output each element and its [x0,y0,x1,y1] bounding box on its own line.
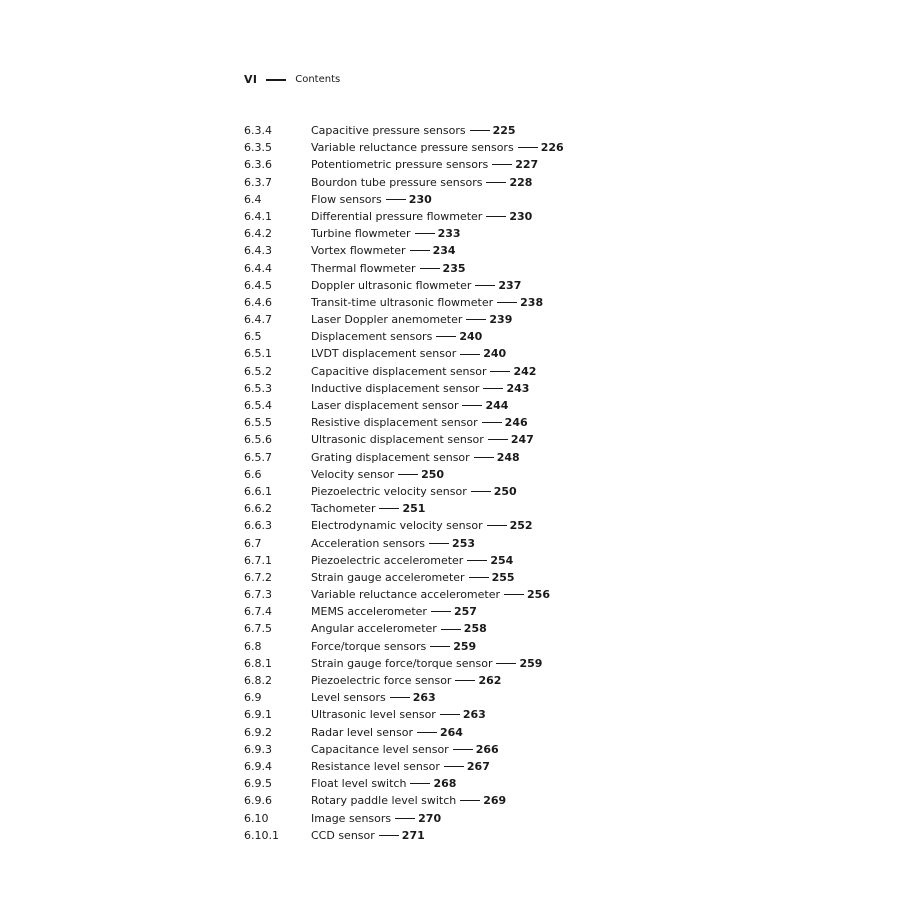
toc-entry-number: 6.4.3 [244,244,272,258]
toc-entry-dash [475,285,495,286]
toc-entry [244,225,804,242]
toc-entry [244,672,804,689]
toc-entry-number: 6.7.5 [244,622,272,636]
toc-entry-page: 240 [483,347,507,361]
toc-entry-number: 6.5.2 [244,364,272,378]
toc-entry-page: 225 [492,124,516,137]
toc-entry [244,328,804,345]
toc-entry-title: Vortex flowmeter [311,244,406,258]
toc-entry [244,552,804,569]
toc-entry [244,122,804,139]
toc-entry [244,810,804,827]
toc-entry-page: 234 [432,244,456,258]
toc-entry-dash [398,474,418,475]
running-head-section: Contents [295,74,341,85]
toc-entry-page: 266 [475,742,499,756]
toc-entry [244,706,804,723]
toc-entry-number: 6.5.7 [244,450,272,464]
toc-entry-title: LVDT displacement sensor [311,347,457,361]
toc-entry [244,741,804,758]
toc-entry-number: 6.8 [244,639,262,653]
toc-entry-dash [441,629,461,630]
toc-entry-page: 250 [421,467,445,481]
toc-entry-dash [497,302,517,303]
toc-entry-title: Capacitive displacement sensor [311,364,487,378]
toc-entry-title: Variable reluctance pressure sensors [311,141,514,155]
toc-entry-title: Grating displacement sensor [311,450,470,464]
toc-entry-title: Image sensors [311,811,392,825]
toc-entry-page: 247 [510,433,534,447]
toc-entry-number: 6.3.5 [244,141,272,155]
toc-entry-title: Piezoelectric force sensor [311,674,452,687]
toc-entry-number: 6.3.7 [244,175,272,189]
toc-entry-number: 6.7.3 [244,588,272,602]
toc-entry [244,414,804,431]
toc-entry-number: 6.7.4 [244,605,272,619]
toc-entry [244,724,804,741]
toc-entry-title: CCD sensor [311,828,375,842]
toc-entry-page: 228 [509,175,533,189]
toc-entry-dash [467,560,487,561]
toc-entry-number: 6.6 [244,467,262,481]
toc-entry-page: 242 [513,364,537,378]
toc-entry-page: 263 [462,708,486,722]
toc-entry [244,620,804,637]
toc-entry-page: 244 [485,399,509,412]
toc-entry-dash [518,147,538,148]
toc-entry [244,380,804,397]
toc-entry-page: 243 [506,381,530,395]
toc-entry-dash [462,405,482,406]
toc-entry [244,139,804,156]
toc-entry [244,191,804,208]
toc-entry [244,792,804,809]
toc-entry-title: Float level switch [311,777,407,791]
toc-entry [244,242,804,259]
toc-entry-number: 6.5.1 [244,347,272,361]
toc-entry-number: 6.4.7 [244,313,272,327]
toc-entry-page: 252 [509,519,533,533]
toc-entry-dash [379,835,399,836]
toc-entry-number: 6.4 [244,192,262,206]
toc-entry-page: 254 [490,553,514,567]
toc-entry [244,260,804,277]
toc-entry [244,466,804,483]
toc-entry-dash [420,268,440,269]
toc-entry-page: 233 [437,227,461,241]
table-of-contents [244,122,804,844]
toc-entry-dash [486,216,506,217]
toc-entry-number: 6.3.6 [244,158,272,172]
toc-entry-dash [431,611,451,612]
toc-entry-dash [455,680,475,681]
toc-entry [244,517,804,534]
toc-entry-dash [483,388,503,389]
toc-entry [244,827,804,844]
toc-entry-page: 268 [433,777,457,791]
toc-entry [244,363,804,380]
toc-entry-title: Tachometer [311,502,376,516]
toc-entry-title: Doppler ultrasonic flowmeter [311,278,472,292]
toc-entry-page: 264 [440,725,463,739]
toc-entry-dash [390,697,410,698]
running-head [244,72,340,88]
toc-entry-title: Differential pressure flowmeter [311,209,483,223]
toc-entry-number: 6.10 [244,811,269,825]
toc-entry-title: Angular accelerometer [311,622,437,636]
toc-entry-dash [470,130,490,131]
toc-entry-dash [474,457,494,458]
toc-entry-page: 259 [519,656,543,670]
toc-entry-dash [417,732,437,733]
toc-entry-number: 6.4.6 [244,295,272,309]
toc-entry [244,449,804,466]
toc-entry-number: 6.8.2 [244,674,272,687]
toc-entry-title: Acceleration sensors [311,536,426,550]
toc-entry-number: 6.5.6 [244,433,272,447]
toc-entry-number: 6.4.2 [244,227,272,241]
toc-entry-dash [490,371,510,372]
toc-entry-page: 250 [493,484,517,498]
toc-entry-dash [466,319,486,320]
toc-entry [244,174,804,191]
toc-entry-number: 6.7 [244,536,262,550]
toc-entry-number: 6.5.3 [244,381,272,395]
toc-entry-title: Resistive displacement sensor [311,416,478,430]
toc-entry-dash [395,818,415,819]
toc-entry-number: 6.8.1 [244,656,272,670]
toc-entry-page: 258 [463,622,487,636]
toc-entry [244,483,804,500]
toc-entry-page: 262 [478,674,502,687]
toc-entry-title: Laser Doppler anemometer [311,313,463,327]
toc-entry-dash [410,783,430,784]
toc-entry-page: 271 [401,828,425,842]
toc-entry [244,655,804,672]
toc-entry [244,638,804,655]
toc-entry-number: 6.4.1 [244,209,272,223]
toc-entry-number: 6.9.2 [244,725,272,739]
toc-entry-page: 226 [540,141,564,155]
toc-entry-title: Turbine flowmeter [311,227,411,241]
toc-entry-title: Strain gauge force/torque sensor [311,656,493,670]
toc-entry-dash [486,182,506,183]
toc-entry-number: 6.3.4 [244,124,272,137]
toc-entry [244,689,804,706]
toc-entry-dash [482,422,502,423]
toc-entry-page: 246 [504,416,528,430]
toc-entry-title: Resistance level sensor [311,759,440,773]
toc-entry-number: 6.5.5 [244,416,272,430]
toc-entry-number: 6.4.4 [244,261,272,275]
toc-entry [244,586,804,603]
toc-entry-dash [386,199,406,200]
toc-entry [244,294,804,311]
toc-entry [244,775,804,792]
toc-entry-title: MEMS accelerometer [311,605,427,619]
toc-entry-number: 6.10.1 [244,828,279,842]
running-head-dash [266,79,286,81]
toc-entry-title: Velocity sensor [311,467,395,481]
toc-entry-dash [453,749,473,750]
toc-entry [244,397,804,414]
toc-entry [244,569,804,586]
toc-entry-dash [504,594,524,595]
toc-entry-page: 270 [418,811,442,825]
toc-entry [244,208,804,225]
toc-entry-page: 239 [489,313,513,327]
toc-entry [244,758,804,775]
toc-entry-title: Piezoelectric velocity sensor [311,484,467,498]
toc-entry-title: Piezoelectric accelerometer [311,553,464,567]
toc-entry-page: 256 [527,588,550,602]
toc-entry-dash [469,577,489,578]
toc-entry-title: Ultrasonic level sensor [311,708,436,722]
toc-entry-dash [415,233,435,234]
toc-entry-number: 6.9.4 [244,759,272,773]
toc-entry-dash [460,354,480,355]
toc-entry-page: 238 [520,295,544,309]
toc-entry-title: Laser displacement sensor [311,399,459,412]
toc-entry-dash [440,714,460,715]
toc-entry [244,535,804,552]
toc-entry-number: 6.9.6 [244,794,272,808]
toc-entry-dash [444,766,464,767]
toc-entry-page: 251 [402,502,426,516]
toc-entry-title: Variable reluctance accelerometer [311,588,501,602]
toc-entry-page: 230 [408,192,432,206]
toc-entry-page: 248 [496,450,520,464]
toc-entry-page: 259 [453,639,477,653]
toc-entry-number: 6.9.5 [244,777,272,791]
toc-entry-page: 263 [412,691,436,705]
toc-entry-title: Potentiometric pressure sensors [311,158,489,172]
toc-entry-number: 6.4.5 [244,278,272,292]
toc-entry [244,345,804,362]
toc-entry-title: Bourdon tube pressure sensors [311,175,483,189]
toc-entry-number: 6.6.3 [244,519,272,533]
toc-entry-dash [430,646,450,647]
toc-entry-number: 6.9.3 [244,742,272,756]
toc-entry-number: 6.5 [244,330,262,344]
toc-entry-title: Transit-time ultrasonic flowmeter [311,295,494,309]
toc-entry [244,500,804,517]
toc-entry-title: Capacitance level sensor [311,742,449,756]
toc-entry-dash [410,250,430,251]
toc-entry [244,431,804,448]
toc-entry-title: Force/torque sensors [311,639,427,653]
toc-entry-page: 257 [453,605,477,619]
toc-entry-title: Flow sensors [311,192,382,206]
toc-entry-page: 269 [483,794,507,808]
toc-entry-dash [379,508,399,509]
toc-entry-title: Inductive displacement sensor [311,381,480,395]
toc-entry-number: 6.7.2 [244,570,272,584]
toc-entry-page: 230 [509,209,533,223]
toc-entry-page: 237 [498,278,522,292]
toc-entry-page: 267 [466,759,490,773]
toc-entry-title: Thermal flowmeter [311,261,416,275]
toc-entry-dash [429,543,449,544]
toc-entry-dash [487,525,507,526]
page-folio: VI [244,73,258,86]
toc-entry [244,311,804,328]
toc-entry-dash [460,800,480,801]
toc-entry-title: Electrodynamic velocity sensor [311,519,483,533]
toc-entry-title: Rotary paddle level switch [311,794,457,808]
toc-entry-title: Displacement sensors [311,330,433,344]
toc-entry-title: Strain gauge accelerometer [311,570,465,584]
toc-entry-number: 6.7.1 [244,553,272,567]
toc-entry-title: Level sensors [311,691,386,705]
toc-entry-title: Ultrasonic displacement sensor [311,433,484,447]
toc-entry-number: 6.9 [244,691,262,705]
toc-entry-page: 240 [459,330,483,344]
toc-entry-page: 227 [515,158,539,172]
toc-entry-dash [496,663,516,664]
toc-entry [244,603,804,620]
toc-entry-dash [488,439,508,440]
toc-entry-page: 255 [491,570,515,584]
toc-entry-page: 235 [442,261,466,275]
toc-entry-number: 6.5.4 [244,399,272,412]
toc-entry-page: 253 [452,536,476,550]
toc-entry-title: Capacitive pressure sensors [311,124,466,137]
toc-entry-dash [436,336,456,337]
toc-entry-number: 6.9.1 [244,708,272,722]
toc-entry-number: 6.6.1 [244,484,272,498]
toc-entry-number: 6.6.2 [244,502,272,516]
toc-entry-dash [471,491,491,492]
toc-entry [244,156,804,173]
toc-entry-title: Radar level sensor [311,725,413,739]
toc-entry [244,277,804,294]
toc-entry-dash [492,164,512,165]
